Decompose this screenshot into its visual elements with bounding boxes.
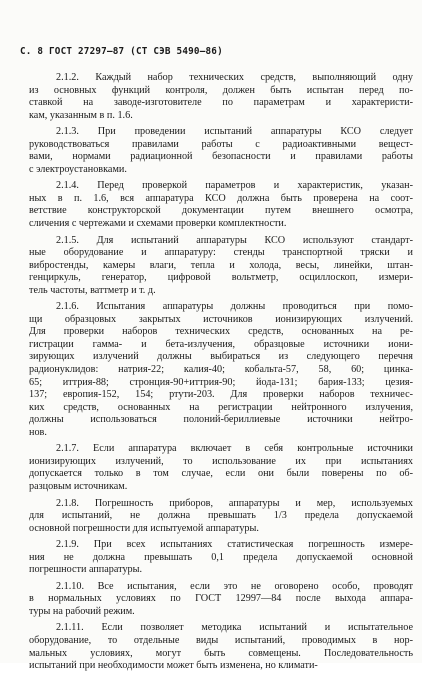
paragraph-line: 137; европия-152, 154; ртути-203. Для проверки наборов техничес- [29,389,413,401]
paragraph-line: 2.1.3. При проведении испытаний аппаратуры КСО следует [56,126,413,138]
paragraph-line: 2.1.4. Перед проверкой параметров и характеристик, указан- [56,180,413,192]
paragraph-line: гистрации гамма- и бета-излучения, образцовые источники иони- [29,338,413,350]
paragraph-2-1-10 [29,581,413,619]
paragraph-line: оборудование, то отдельные виды испытаний, проводимых в нор- [29,634,413,646]
paragraph-line: разцовым источникам. [29,480,128,492]
paragraph-2-1-9 [29,539,413,577]
paragraph-line: 65; иттрия-88; стронция-90+иттрия-90; йода-131; бария-133; цезия- [29,376,413,388]
paragraph-line: 2.1.8. Погрешность приборов, аппаратуры и мер, используемых [56,497,413,509]
paragraph-line: 2.1.9. При всех испытаниях статистическая погрешность измере- [56,539,413,551]
paragraph-line: 2.1.2. Каждый набор технических средств, выполняющий одну [56,72,413,83]
paragraph-line: с электроустановками. [29,163,127,175]
paragraph-line: допускается только в том случае, если они были поверены по об- [29,468,413,480]
document-body [29,72,413,673]
paragraph-line: тель частоты, ваттметр и т. д. [29,284,156,296]
paragraph-line: 2.1.5. Для испытаний аппаратуры КСО используют стандарт- [56,234,413,246]
paragraph-line: щи образцовых закрытых источников ионизирующих излучений. [29,313,413,325]
paragraph-line: зирующих излучений должны выбираться из следующего перечня [29,351,413,363]
paragraph-2-1-8 [29,498,413,536]
paragraph-line: Для проверки наборов технических средств, основанных на ре- [29,326,413,338]
paragraph-line: ные оборудование и аппаратуру: стенды транспортной тряски и [29,247,413,259]
paragraph-2-1-4 [29,180,413,230]
paragraph-line: руководствоваться правилами работы с радиоактивными вещест- [29,138,413,150]
paragraph-line: ставкой на заводе-изготовителе по параметрам и характеристи- [29,97,413,109]
paragraph-line: нов. [29,426,47,438]
paragraph-line: 2.1.6. Испытания аппаратуры должны проводиться при помо- [56,301,413,313]
paragraph-line: ких средств, основанных на регистрации нейтронного излучения, [29,401,413,413]
paragraph-line: кам, указанным в п. 1.6. [29,109,133,121]
paragraph-line: погрешности аппаратуры. [29,564,143,576]
paragraph-line: радионуклидов: натрия-22; калия-40; кобальта-57, 58, 60; цинка- [29,364,413,376]
paragraph-2-1-6 [29,301,413,439]
paragraph-line: мальных условиях, могут быть совмещены. Последовательность [29,647,413,659]
paragraph-line: вибростенды, камеры влаги, тепла и холода, весы, линейки, штан- [29,259,413,271]
paragraph-2-1-2 [29,72,413,122]
paragraph-line: должны использоваться полоний-бериллиевые источники нейтро- [29,414,413,426]
paragraph-line: туры на рабочий режим. [29,605,135,617]
paragraph-line: вами, нормами радиационной безопасности и правилами работы [29,151,413,163]
paragraph-line: испытаний при необходимости может быть изменена, но климати- [29,660,318,672]
paragraph-line: генциркуль, генератор, цифровой вольтметр, осциллоскоп, измери- [29,272,413,284]
paragraph-2-1-3 [29,126,413,176]
paragraph-2-1-7 [29,443,413,493]
paragraph-line: ния не должна превышать 0,1 предела допускаемой основной [29,551,413,563]
paragraph-line: основной погрешности для испытуемой аппаратуры. [29,522,259,534]
paragraph-line: в нормальных условиях по ГОСТ 12997—84 после выхода аппара- [29,593,413,605]
paragraph-line: ветствие конструкторской документации путем внешнего осмотра, [29,205,413,217]
paragraph-2-1-11 [29,622,413,672]
paragraph-line: 2.1.11. Если позволяет методика испытаний и испытательное [56,622,413,634]
paragraph-line: ионизирующих излучений, то использование их при испытаниях [29,455,413,467]
paragraph-line: сличения с чертежами и схемами проверки комплектности. [29,218,287,230]
paragraph-line: 2.1.7. Если аппаратура включает в себя контрольные источники [56,443,413,455]
paragraph-2-1-5 [29,235,413,298]
paragraph-line: 2.1.10. Все испытания, если это не оговорено особо, проводят [56,580,413,592]
paragraph-line: для испытаний, не должна превышать 1/3 предела допускаемой [29,510,413,522]
paragraph-line: из основных функций контроля, должен быть испытан перед по- [29,84,413,96]
page-header: С. 8 ГОСТ 27297—87 (СТ СЭВ 5490—86) [20,46,223,57]
paragraph-line: ных в п. 1.6, вся аппаратура КСО должна быть проверена на соот- [29,192,413,204]
